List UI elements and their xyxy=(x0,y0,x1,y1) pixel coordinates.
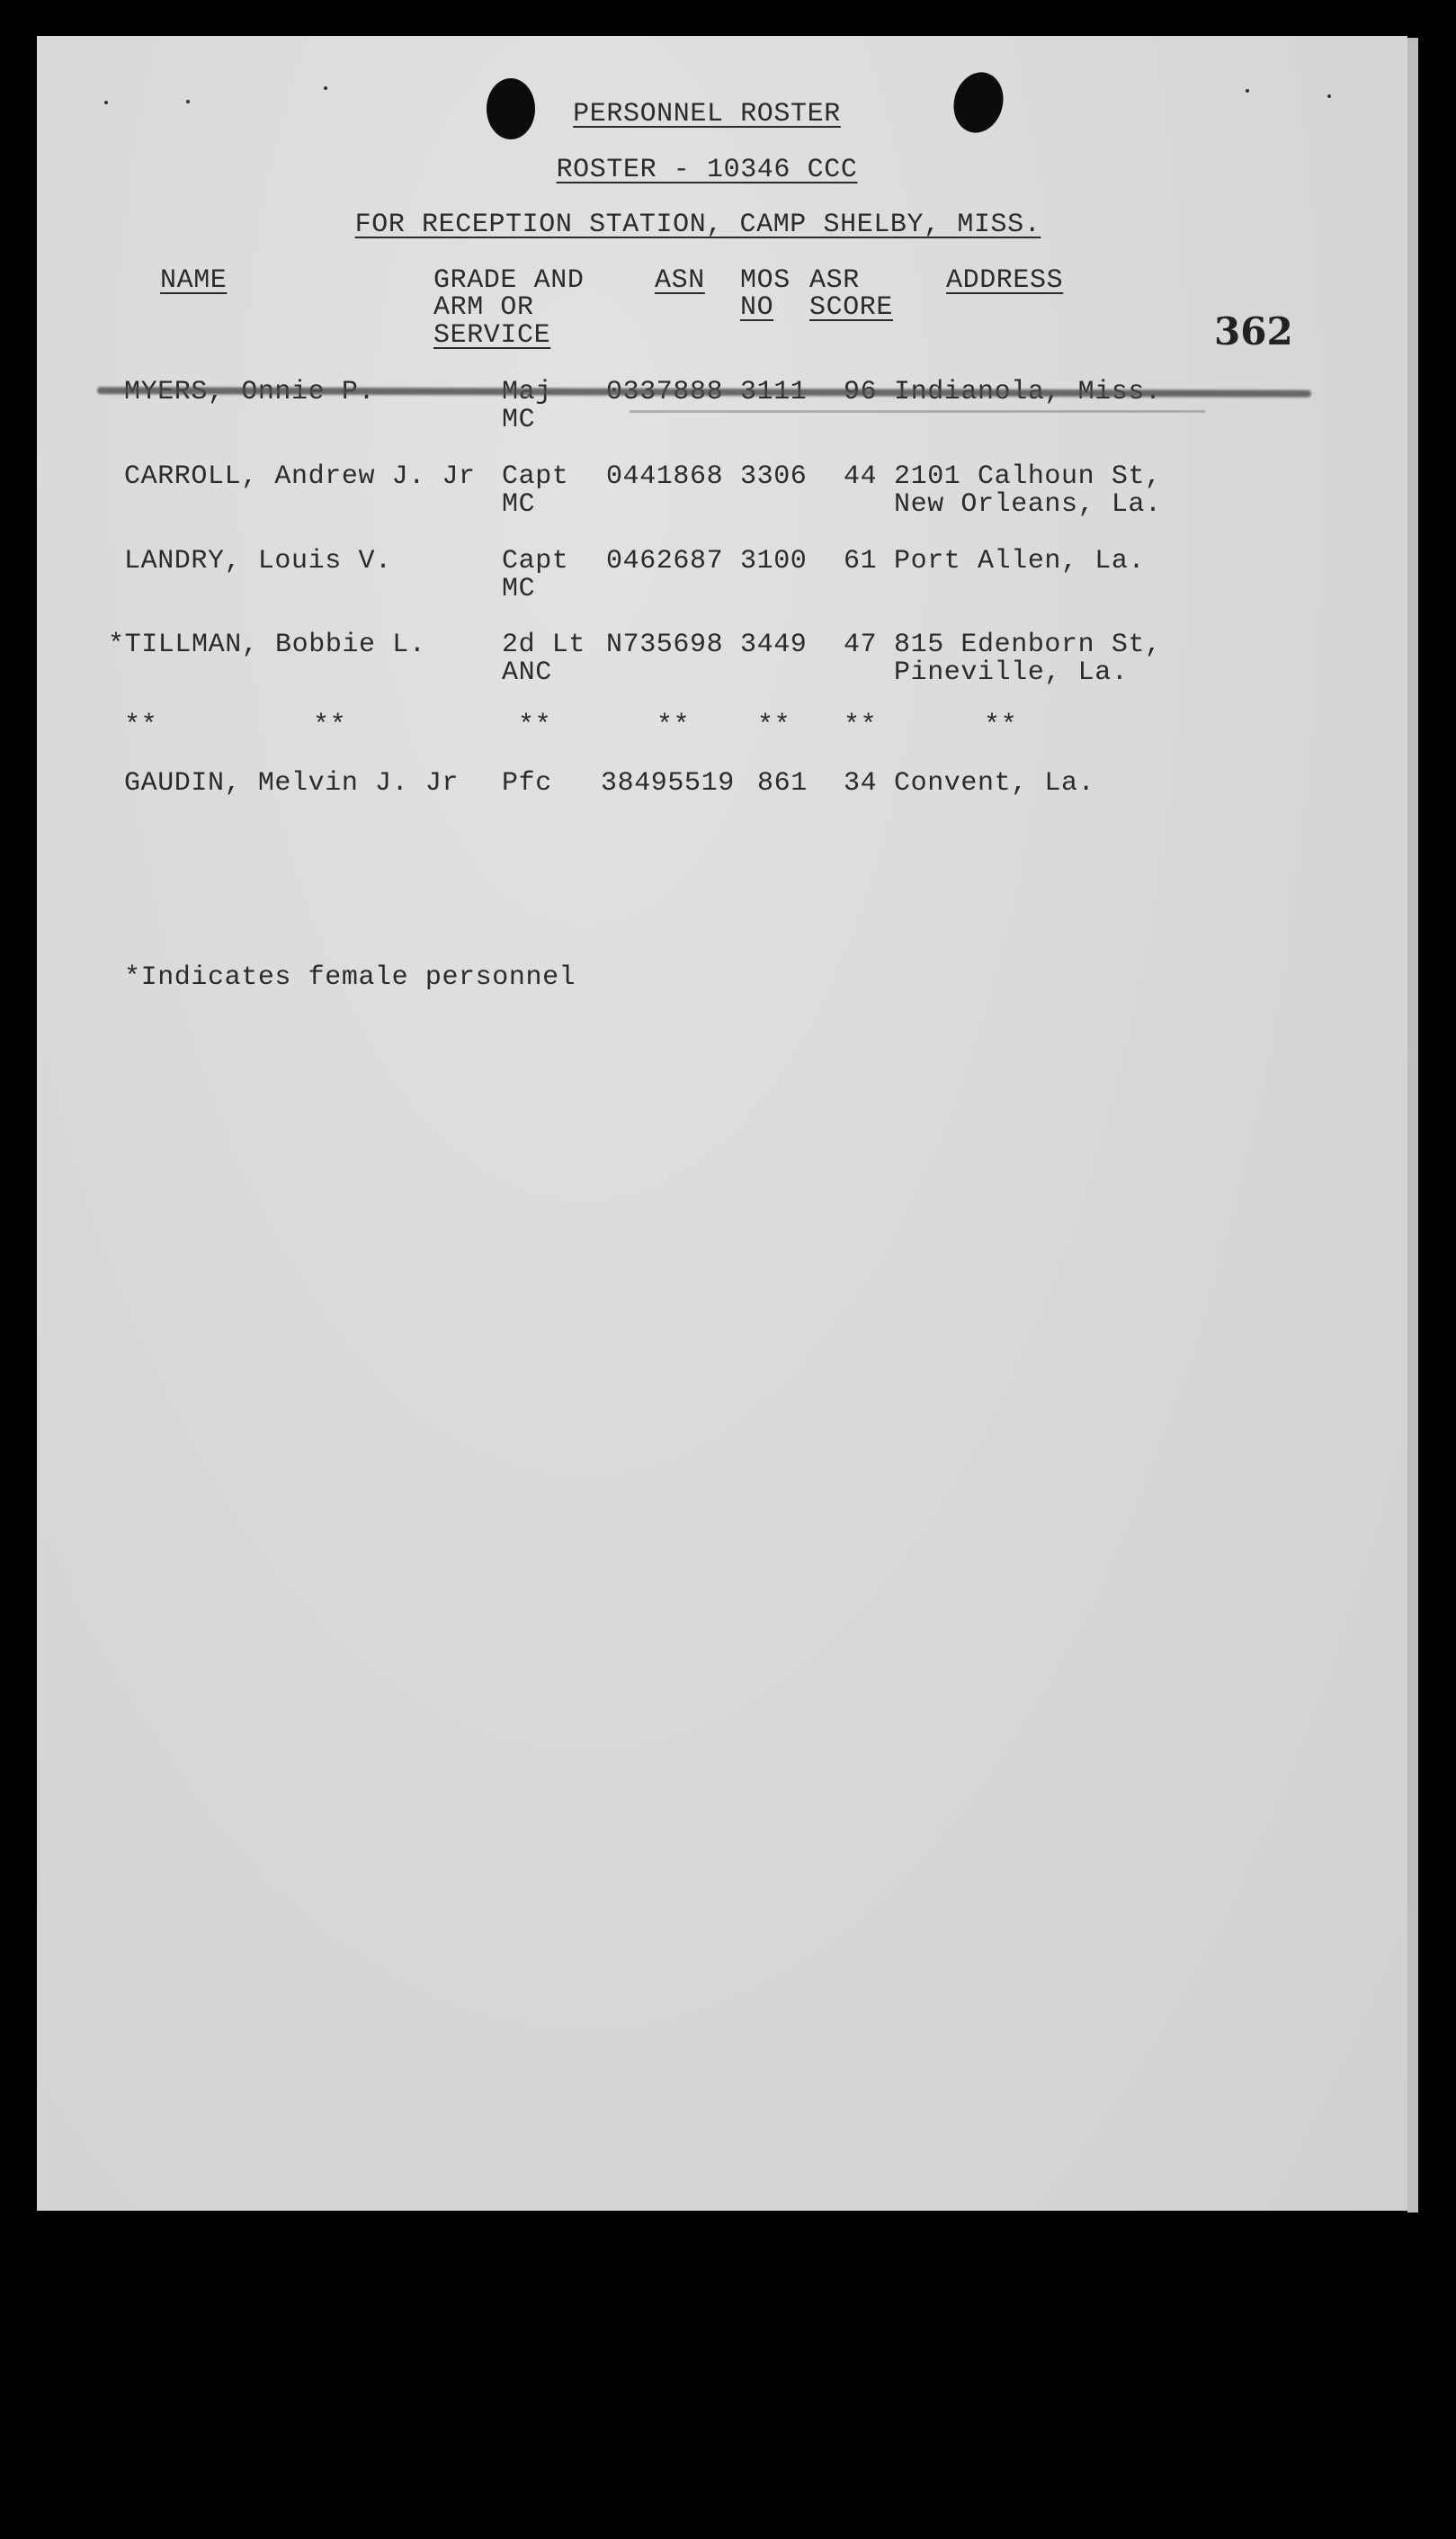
speck xyxy=(104,101,108,104)
roster-page xyxy=(37,36,1407,2211)
row3-arm: MC xyxy=(502,574,536,604)
speck xyxy=(1246,89,1249,93)
speck xyxy=(1327,94,1331,98)
strike-through-shadow xyxy=(630,410,1205,413)
row5-name: GAUDIN, Melvin J. Jr xyxy=(124,768,460,799)
header-mos-line1: MOS xyxy=(740,265,791,296)
separator-mark: ** xyxy=(124,711,158,741)
row2-address-line2: New Orleans, La. xyxy=(894,489,1162,520)
row2-asn: 0441868 xyxy=(606,461,724,492)
roster-subtitle: ROSTER - 10346 CCC xyxy=(556,155,858,185)
row4-arm: ANC xyxy=(502,657,552,688)
row5-mos: 861 xyxy=(757,768,808,799)
row5-asr: 34 xyxy=(844,768,878,799)
row3-name: LANDRY, Louis V. xyxy=(124,546,392,577)
header-asn: ASN xyxy=(655,265,705,296)
row2-asr: 44 xyxy=(844,461,878,492)
row4-address-line1: 815 Edenborn St, xyxy=(894,630,1162,660)
row4-address-line2: Pineville, La. xyxy=(894,657,1129,688)
row2-mos: 3306 xyxy=(740,461,808,492)
punch-hole-left xyxy=(487,78,535,139)
header-address: ADDRESS xyxy=(946,265,1064,296)
separator-mark: ** xyxy=(313,711,347,741)
header-mos-line2: NO xyxy=(740,292,774,323)
row3-mos: 3100 xyxy=(740,546,808,577)
speck xyxy=(186,100,190,103)
separator-mark: ** xyxy=(657,711,691,741)
header-grade-line1: GRADE AND xyxy=(433,265,585,296)
row2-address-line1: 2101 Calhoun St, xyxy=(894,461,1162,492)
row5-grade: Pfc xyxy=(502,768,552,799)
row4-asn: N735698 xyxy=(606,630,724,660)
row4-mos: 3449 xyxy=(740,630,808,660)
station-line: FOR RECEPTION STATION, CAMP SHELBY, MISS. xyxy=(354,210,1041,240)
page-number: 362 xyxy=(1214,309,1293,353)
page-edge xyxy=(1407,38,1418,2213)
row5-address: Convent, La. xyxy=(894,768,1095,799)
row3-asr: 61 xyxy=(844,546,878,577)
row3-asn: 0462687 xyxy=(606,546,724,577)
row4-name: *TILLMAN, Bobbie L. xyxy=(108,630,426,660)
row2-grade: Capt xyxy=(502,461,569,492)
row4-asr: 47 xyxy=(844,630,878,660)
separator-mark: ** xyxy=(757,711,791,741)
row1-arm: MC xyxy=(502,405,536,435)
row2-name: CARROLL, Andrew J. Jr xyxy=(124,461,476,492)
header-grade-line3: SERVICE xyxy=(433,320,551,351)
header-asr-line2: SCORE xyxy=(809,292,894,323)
roster-title: PERSONNEL ROSTER xyxy=(573,99,841,130)
header-asr-line1: ASR xyxy=(809,265,860,296)
row3-address: Port Allen, La. xyxy=(894,546,1146,577)
header-grade-line2: ARM OR xyxy=(433,292,534,323)
speck xyxy=(324,86,327,90)
row4-grade: 2d Lt xyxy=(502,630,586,660)
separator-mark: ** xyxy=(844,711,878,741)
separator-mark: ** xyxy=(518,711,552,741)
header-name: NAME xyxy=(160,265,228,296)
separator-mark: ** xyxy=(984,711,1018,741)
row3-grade: Capt xyxy=(502,546,569,577)
row5-asn: 38495519 xyxy=(601,768,735,799)
footnote: *Indicates female personnel xyxy=(124,962,576,993)
row2-arm: MC xyxy=(502,489,536,520)
